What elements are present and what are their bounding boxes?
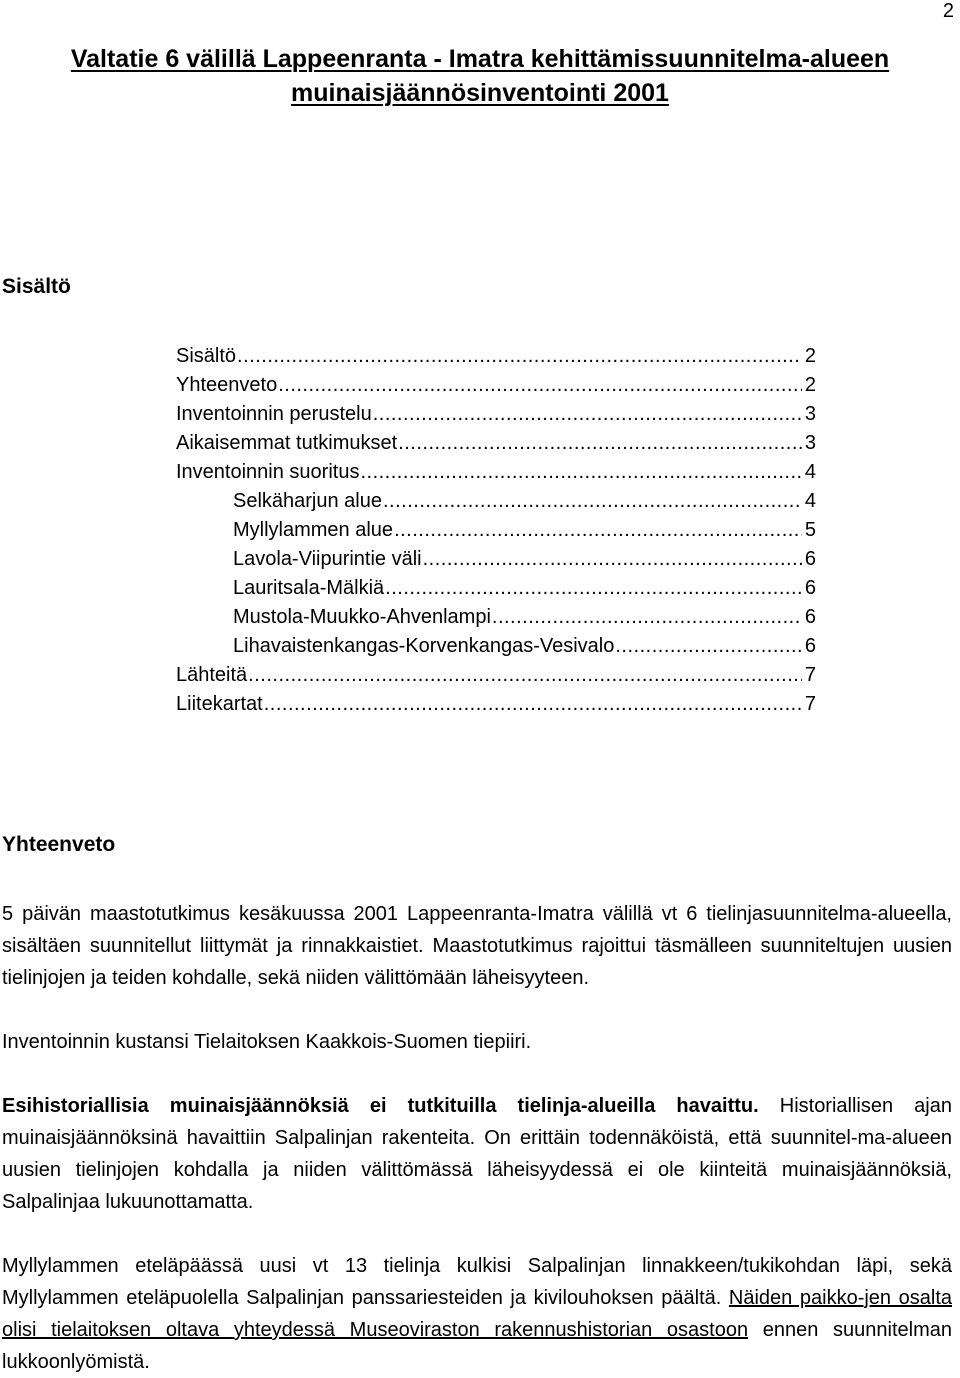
toc-entry[interactable]	[176, 342, 816, 371]
toc-dot-leader	[492, 603, 802, 632]
summary-recommendation-underlined: Näiden paikko-jen osalta olisi tielaitoksen oltava yhteydessä Museoviraston rakennushistorian osastoon	[2, 1287, 953, 1341]
toc-dot-leader	[423, 545, 802, 574]
toc-entry-title: Mustola-Muukko-Ahvenlampi	[233, 606, 491, 628]
toc-entry-title: Yhteenveto	[176, 374, 278, 396]
toc-entry[interactable]	[176, 458, 816, 487]
toc-entry-title: Liitekartat	[176, 693, 263, 715]
summary-paragraph-3	[2, 1090, 952, 1218]
toc-entry[interactable]	[176, 516, 816, 545]
toc-entry[interactable]	[176, 371, 816, 400]
toc-entry-title: Inventoinnin perustelu	[176, 403, 372, 425]
summary-body	[2, 898, 952, 1378]
table-of-contents	[176, 342, 816, 719]
toc-dot-leader	[385, 574, 802, 603]
toc-entry[interactable]	[176, 400, 816, 429]
toc-entry-page: 3	[804, 432, 816, 454]
document-title-line-1: Valtatie 6 välillä Lappeenranta - Imatra kehittämissuunnitelma-alueen	[70, 45, 890, 73]
summary-paragraph-4	[2, 1250, 952, 1378]
toc-entry[interactable]	[176, 603, 816, 632]
toc-dot-leader	[278, 371, 802, 400]
toc-entry-page: 6	[804, 635, 816, 657]
toc-dot-leader	[383, 487, 802, 516]
toc-dot-leader	[398, 429, 802, 458]
toc-entry[interactable]	[176, 545, 816, 574]
toc-dot-leader	[373, 400, 802, 429]
toc-heading: Sisältö	[2, 275, 71, 298]
toc-entry-page: 6	[804, 577, 816, 599]
toc-entry[interactable]	[176, 661, 816, 690]
toc-entry-title: Aikaisemmat tutkimukset	[176, 432, 398, 454]
summary-paragraph-3-text: Historiallisen ajan muinaisjäännöksinä havaittiin Salpalinjan rakenteita. On erittäin todennäköistä, että suunnitel-ma-alueen uusien tielinjojen kohdalla ja niiden välittömässä läheisyydessä ei ole kiinteitä muinaisjäännöksiä, Salpalinjaa lukuunottamatta.	[2, 1095, 952, 1213]
toc-entry[interactable]	[176, 632, 816, 661]
document-title-line-2: muinaisjäännösinventointi 2001	[291, 79, 669, 107]
document-title	[0, 42, 960, 110]
toc-dot-leader	[360, 458, 801, 487]
summary-finding-bold: Esihistoriallisia muinaisjäännöksiä ei tutkituilla tielinja-alueilla havaittu.	[2, 1095, 759, 1117]
toc-dot-leader	[248, 661, 802, 690]
toc-entry-title: Inventoinnin suoritus	[176, 461, 360, 483]
toc-entry-page: 3	[804, 403, 816, 425]
toc-entry-page: 5	[804, 519, 816, 541]
summary-heading: Yhteenveto	[2, 833, 116, 856]
summary-paragraph-4-start: Myllylammen eteläpäässä uusi vt 13 tielinja kulkisi Salpalinjan linnakkeen/tukikohdan läpi, sekä Myllylammen eteläpuolella Salpalinjan panssariesteiden ja kivilouhoksen päältä.	[2, 1255, 952, 1309]
summary-paragraph-1: 5 päivän maastotutkimus kesäkuussa 2001 Lappeenranta-Imatra välillä vt 6 tielinjasuunnitelma-alueella, sisältäen suunnitellut liittymät ja rinnakkaistiet. Maastotutkimus rajoittui täsmälleen suunniteltujen uusien tielinjojen ja teiden kohdalle, sekä niiden välittömään läheisyyteen.	[2, 903, 952, 989]
toc-entry[interactable]	[176, 429, 816, 458]
toc-entry-title: Lavola-Viipurintie väli	[233, 548, 422, 570]
toc-entry-title: Myllylammen alue	[233, 519, 394, 541]
toc-entry-title: Sisältö	[176, 345, 237, 367]
toc-dot-leader	[394, 516, 802, 545]
toc-dot-leader	[237, 342, 802, 371]
toc-entry-page: 6	[804, 548, 816, 570]
toc-entry-page: 2	[804, 374, 816, 396]
toc-entry-page: 7	[804, 664, 816, 686]
page-number: 2	[942, 0, 954, 22]
toc-entry-title: Lauritsala-Mälkiä	[233, 577, 385, 599]
toc-entry[interactable]	[176, 487, 816, 516]
toc-entry-title: Lihavaistenkangas-Korvenkangas-Vesivalo	[233, 635, 615, 657]
toc-entry[interactable]	[176, 690, 816, 719]
toc-entry[interactable]	[176, 574, 816, 603]
toc-entry-page: 4	[804, 461, 816, 483]
summary-paragraph-2: Inventoinnin kustansi Tielaitoksen Kaakkois-Suomen tiepiiri.	[2, 1031, 532, 1053]
toc-dot-leader	[264, 690, 802, 719]
toc-entry-page: 4	[804, 490, 816, 512]
toc-dot-leader	[615, 632, 802, 661]
toc-entry-title: Selkäharjun alue	[233, 490, 382, 512]
toc-entry-page: 2	[804, 345, 816, 367]
toc-entry-page: 6	[804, 606, 816, 628]
toc-entry-title: Lähteitä	[176, 664, 248, 686]
toc-entry-page: 7	[804, 693, 816, 715]
summary-paragraph-4-end: ennen suunnitelman lukkoonlyömistä.	[2, 1319, 952, 1373]
